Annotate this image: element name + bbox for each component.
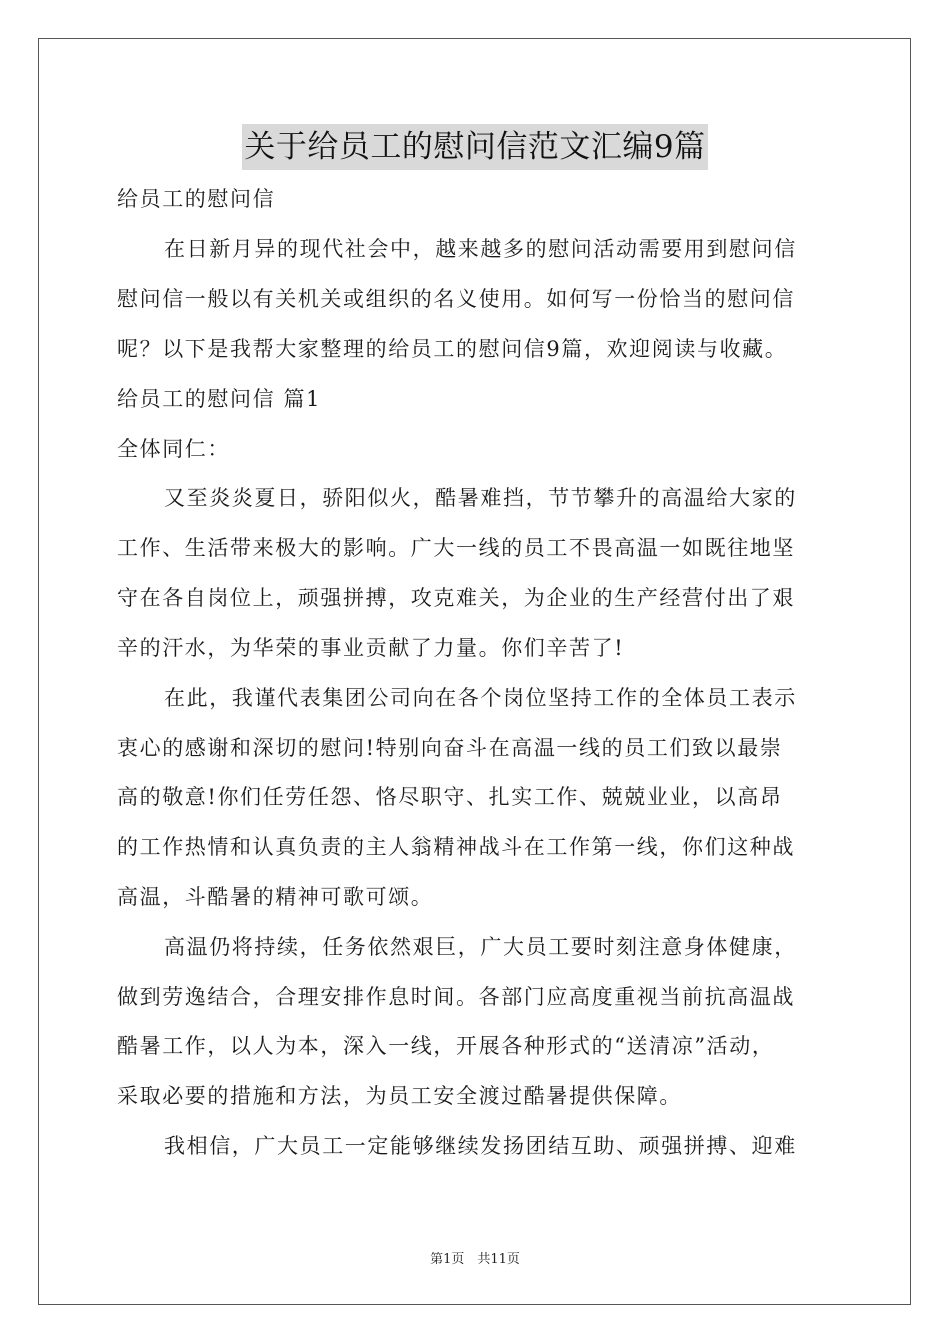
paragraph-line: 又至炎炎夏日，骄阳似火，酷暑难挡，节节攀升的高温给大家的 (164, 486, 797, 510)
paragraph-line: 衷心的感谢和深切的慰问!特别向奋斗在高温一线的员工们致以最崇 (117, 736, 783, 760)
paragraph-line: 酷暑工作，以人为本，深入一线，开展各种形式的“送清凉”活动， (117, 1034, 775, 1058)
paragraph-line: 在日新月异的现代社会中，越来越多的慰问活动需要用到慰问信 (164, 237, 797, 261)
section-heading: 给员工的慰问信 (117, 187, 276, 211)
paragraph-line: 工作、生活带来极大的影响。广大一线的员工不畏高温一如既往地坚 (117, 536, 795, 560)
paragraph-line: 做到劳逸结合，合理安排作息时间。各部门应高度重视当前抗高温战 (117, 985, 795, 1009)
paragraph-line: 呢？以下是我帮大家整理的给员工的慰问信9篇，欢迎阅读与收藏。 (117, 337, 788, 361)
page-border (38, 38, 911, 1305)
paragraph-line: 守在各自岗位上，顽强拼搏，攻克难关，为企业的生产经营付出了艰 (117, 586, 795, 610)
paragraph-line: 高的敬意!你们任劳任怨、恪尽职守、扎实工作、兢兢业业，以高昂 (117, 785, 783, 809)
paragraph-line: 高温仍将持续，任务依然艰巨，广大员工要时刻注意身体健康， (164, 935, 797, 959)
salutation: 全体同仁： (117, 437, 230, 461)
paragraph-line: 在此，我谨代表集团公司向在各个岗位坚持工作的全体员工表示 (164, 686, 797, 710)
document-title: 关于给员工的慰问信范文汇编9篇 (242, 124, 707, 170)
paragraph-line: 采取必要的措施和方法，为员工安全渡过酷暑提供保障。 (117, 1084, 682, 1108)
paragraph-line: 我相信，广大员工一定能够继续发扬团结互助、顽强拼搏、迎难 (164, 1134, 797, 1158)
paragraph-line: 慰问信一般以有关机关或组织的名义使用。如何写一份恰当的慰问信 (117, 287, 795, 311)
paragraph-line: 辛的汗水，为华荣的事业贡献了力量。你们辛苦了! (117, 636, 625, 660)
paragraph-line: 的工作热情和认真负责的主人翁精神战斗在工作第一线，你们这种战 (117, 835, 795, 859)
paragraph-line: 高温，斗酷暑的精神可歌可颂。 (117, 885, 434, 909)
section-heading: 给员工的慰问信 篇1 (117, 387, 322, 411)
page-number: 第1页 共11页 (430, 1252, 520, 1267)
